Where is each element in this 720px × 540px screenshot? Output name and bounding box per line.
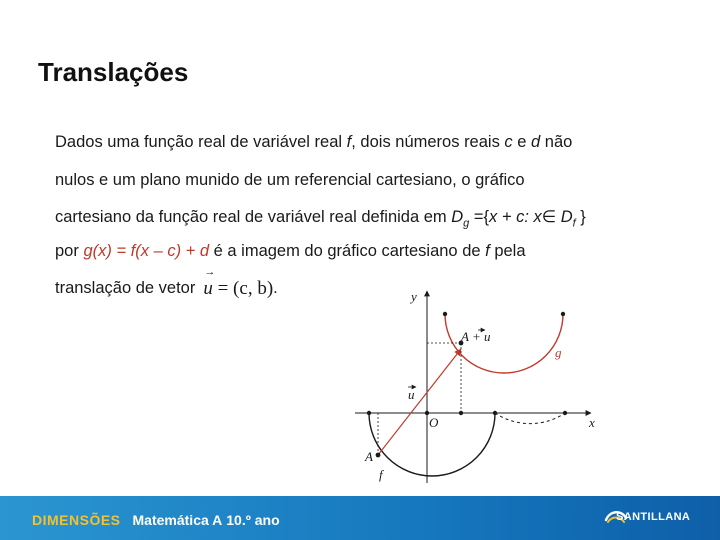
text: ={ bbox=[469, 208, 490, 226]
text: } bbox=[575, 208, 586, 226]
vector-formula bbox=[203, 278, 273, 299]
label-u: u bbox=[408, 387, 415, 402]
sub-f: f bbox=[572, 217, 576, 230]
text: e bbox=[512, 133, 532, 151]
label-g: g bbox=[555, 345, 562, 360]
domain-expression: x + c: x∈ D bbox=[489, 208, 573, 226]
label-A-plus-u: A + u bbox=[461, 329, 491, 344]
var-c: c bbox=[504, 133, 513, 151]
footer-title bbox=[32, 512, 280, 528]
vector-u-arrow bbox=[378, 349, 461, 455]
text: . bbox=[273, 279, 278, 297]
paragraph-line-4 bbox=[55, 242, 526, 261]
point bbox=[443, 312, 447, 316]
text: translação de vetor bbox=[55, 279, 196, 297]
subject-name: Matemática A bbox=[132, 512, 223, 528]
translation-formula: g(x) = f(x – c) + d bbox=[83, 242, 210, 260]
point bbox=[563, 411, 567, 415]
translation-figure bbox=[355, 287, 615, 487]
year-label: 10.º ano bbox=[226, 512, 280, 528]
point-A bbox=[376, 453, 381, 458]
var-f: f bbox=[346, 133, 352, 151]
text: é a imagem do gráfico cartesiano de bbox=[209, 242, 486, 260]
label-y: y bbox=[411, 289, 417, 304]
text: não bbox=[540, 133, 573, 151]
text: por bbox=[55, 242, 84, 260]
var-f: f bbox=[485, 242, 490, 260]
text: , dois números reais bbox=[351, 133, 505, 151]
paragraph-line-2: nulos e um plano munido de um referencial cartesiano, o gráfico bbox=[55, 171, 525, 189]
var-D: D bbox=[451, 208, 464, 226]
var-d: d bbox=[531, 133, 541, 151]
paragraph-line-5 bbox=[55, 277, 278, 299]
label-f: f bbox=[379, 467, 383, 482]
text: cartesiano da função real de variável real definida em bbox=[55, 208, 452, 226]
point bbox=[561, 312, 565, 316]
publisher-name: SANTILLANA bbox=[616, 511, 691, 523]
label-A: A bbox=[365, 449, 373, 464]
text: Dados uma função real de variável real bbox=[55, 133, 347, 151]
footer-bar bbox=[0, 496, 720, 540]
point bbox=[493, 411, 497, 415]
label-O: O bbox=[429, 415, 439, 430]
graph-f-continuation bbox=[495, 413, 565, 424]
paragraph-line-3 bbox=[55, 207, 586, 229]
page-title: Translações bbox=[38, 57, 189, 87]
vector-u: → u bbox=[203, 278, 213, 300]
sub-g: g bbox=[463, 217, 470, 230]
point bbox=[459, 411, 463, 415]
point bbox=[367, 411, 371, 415]
vector-components: = (c, b) bbox=[212, 278, 274, 299]
text: pela bbox=[489, 242, 526, 260]
paragraph-line-1 bbox=[55, 133, 572, 152]
brand-name: DIMENSÕES bbox=[32, 512, 121, 528]
label-x: x bbox=[589, 415, 595, 430]
